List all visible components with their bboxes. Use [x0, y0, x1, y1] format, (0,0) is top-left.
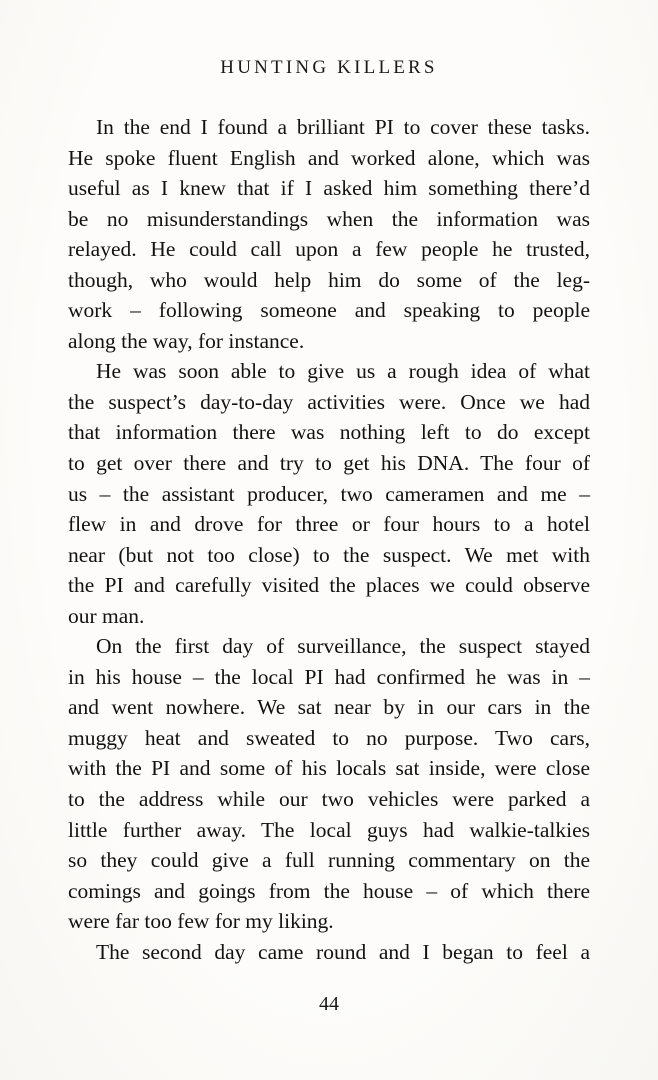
body-line: useful as I knew that if I asked him something there’d	[68, 176, 590, 201]
body-line: In the end I found a brilliant PI to cover these tasks.	[96, 115, 590, 139]
paragraph	[68, 356, 590, 631]
body-line: the PI and carefully visited the places we could observe	[68, 573, 590, 598]
page-number: 44	[319, 993, 339, 1015]
body-line: our man.	[68, 603, 145, 628]
body-line: along the way, for instance.	[68, 328, 305, 353]
running-header: HUNTING KILLERS	[220, 57, 438, 78]
body-line: little further away. The local guys had walkie-talkies	[68, 817, 590, 842]
body-line: us – the assistant producer, two cameramen and me –	[68, 481, 590, 506]
body-line: muggy heat and sweated to no purpose. Two cars,	[68, 725, 590, 750]
body-line: and went nowhere. We sat near by in our cars in the	[68, 695, 590, 720]
body-line: so they could give a full running commentary on the	[68, 848, 590, 873]
body-line: On the first day of surveillance, the suspect stayed	[96, 634, 590, 659]
body-line: the suspect’s day-to-day activities were. Once we had	[68, 389, 590, 414]
page-body	[68, 112, 590, 967]
body-line: though, who would help him do some of the leg-	[68, 267, 590, 292]
body-line: be no misunderstandings when the information was	[68, 206, 590, 231]
body-line: in his house – the local PI had confirmed he was in –	[68, 664, 590, 689]
body-line: He spoke fluent English and worked alone, which was	[68, 145, 590, 170]
paragraph	[68, 631, 590, 936]
paragraph	[68, 112, 590, 356]
body-line: with the PI and some of his locals sat inside, were close	[68, 756, 590, 781]
paragraph	[68, 937, 590, 968]
body-line: relayed. He could call upon a few people he trusted,	[68, 237, 590, 262]
body-line: to get over there and try to get his DNA. The four of	[68, 451, 590, 476]
body-line: work – following someone and speaking to people	[68, 298, 590, 323]
body-line: that information there was nothing left to do except	[68, 420, 590, 445]
body-line: He was soon able to give us a rough idea of what	[96, 359, 590, 384]
body-line: near (but not too close) to the suspect. We met with	[68, 542, 590, 567]
body-line: The second day came round and I began to feel a	[96, 939, 590, 964]
body-line: to the address while our two vehicles were parked a	[68, 787, 590, 812]
body-line: were far too few for my liking.	[68, 909, 334, 934]
body-line: flew in and drove for three or four hours to a hotel	[68, 512, 590, 537]
body-line: comings and goings from the house – of which there	[68, 878, 590, 903]
